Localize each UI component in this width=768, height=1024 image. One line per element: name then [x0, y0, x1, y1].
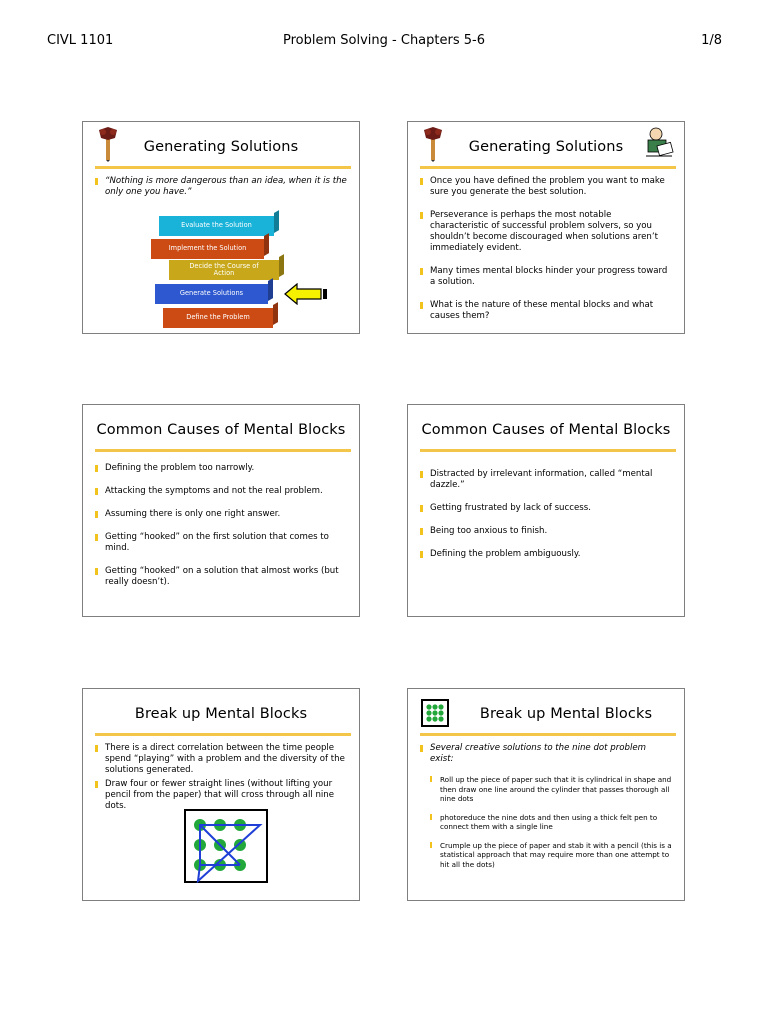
bullet-item: Getting frustrated by lack of success.: [420, 503, 672, 514]
title-underline: [420, 733, 676, 736]
title-underline: [420, 449, 676, 452]
block-evaluate-solution: Evaluate the Solution: [159, 216, 274, 236]
block-generate-solutions: Generate Solutions: [155, 284, 268, 304]
bullet-item: Many times mental blocks hinder your progress toward a solution.: [420, 266, 672, 288]
quote-bullet: “Nothing is more dangerous than an idea, when it is the only one you have.”: [95, 176, 347, 198]
bullet-item: What is the nature of these mental blocks and what causes them?: [420, 300, 672, 322]
title-underline: [95, 449, 351, 452]
nine-dot-icon: [421, 699, 449, 727]
bullet-item: Getting “hooked” on a solution that almost works (but really doesn’t).: [95, 566, 347, 588]
slide-generating-solutions-1: [82, 121, 360, 334]
page-number: 1/8: [701, 33, 722, 48]
slide-title: Common Causes of Mental Blocks: [96, 422, 346, 438]
slide-generating-solutions-2: [407, 121, 685, 334]
block-define-problem: Define the Problem: [163, 308, 273, 328]
nine-dot-puzzle-figure: [184, 809, 268, 883]
bullet-item: Distracted by irrelevant information, called “mental dazzle.”: [420, 469, 672, 491]
slide-title: Common Causes of Mental Blocks: [421, 422, 671, 438]
title-underline: [420, 166, 676, 169]
slide-mental-blocks-2: [407, 404, 685, 617]
sub-bullet-item: photoreduce the nine dots and then using a thick felt pen to connect them with a single line: [430, 813, 674, 832]
block-implement-solution: Implement the Solution: [151, 239, 264, 259]
sub-bullet-item: Roll up the piece of paper such that it is cylindrical in shape and then draw one line around the cylinder that passes thorough all nine dots: [430, 775, 674, 804]
bullet-item: There is a direct correlation between the time people spend “playing” with a problem and the diversity of the solutions generated.: [95, 743, 347, 776]
bullet-item: Assuming there is only one right answer.: [95, 509, 347, 520]
title-underline: [95, 733, 351, 736]
slide-title: Break up Mental Blocks: [479, 706, 653, 722]
bullet-item: Perseverance is perhaps the most notable characteristic of successful problem solvers, so you shouldn’t become discouraged when solutions aren’t immediately evident.: [420, 210, 672, 254]
course-code: CIVL 1101: [47, 33, 114, 48]
slide-title: Generating Solutions: [468, 139, 624, 155]
bullet-item: Several creative solutions to the nine dot problem exist:: [420, 743, 672, 765]
bullet-item: Defining the problem ambiguously.: [420, 549, 672, 560]
bullet-item: Draw four or fewer straight lines (without lifting your pencil from the paper) that will cross through all nine dots.: [95, 779, 347, 812]
bullet-item: Once you have defined the problem you want to make sure you generate the best solution.: [420, 176, 672, 198]
slide-title: Break up Mental Blocks: [134, 706, 308, 722]
bullet-item: Getting “hooked” on the first solution that comes to mind.: [95, 532, 347, 554]
slide-break-up-blocks-1: [82, 688, 360, 901]
title-underline: [95, 166, 351, 169]
block-decide-course: Decide the Course of Action: [169, 260, 279, 280]
document-title: Problem Solving - Chapters 5-6: [283, 33, 485, 48]
bullet-item: Being too anxious to finish.: [420, 526, 672, 537]
arrow-left-icon: [283, 283, 329, 305]
bullet-item: Attacking the symptoms and not the real problem.: [95, 486, 347, 497]
slide-title: Generating Solutions: [143, 139, 299, 155]
slide-break-up-blocks-2: [407, 688, 685, 901]
sub-bullet-item: Crumple up the piece of paper and stab it with a pencil (this is a statistical approach that may require more than one attempt to hit all the dots): [430, 841, 674, 870]
bullet-item: Defining the problem too narrowly.: [95, 463, 347, 474]
slide-mental-blocks-1: [82, 404, 360, 617]
